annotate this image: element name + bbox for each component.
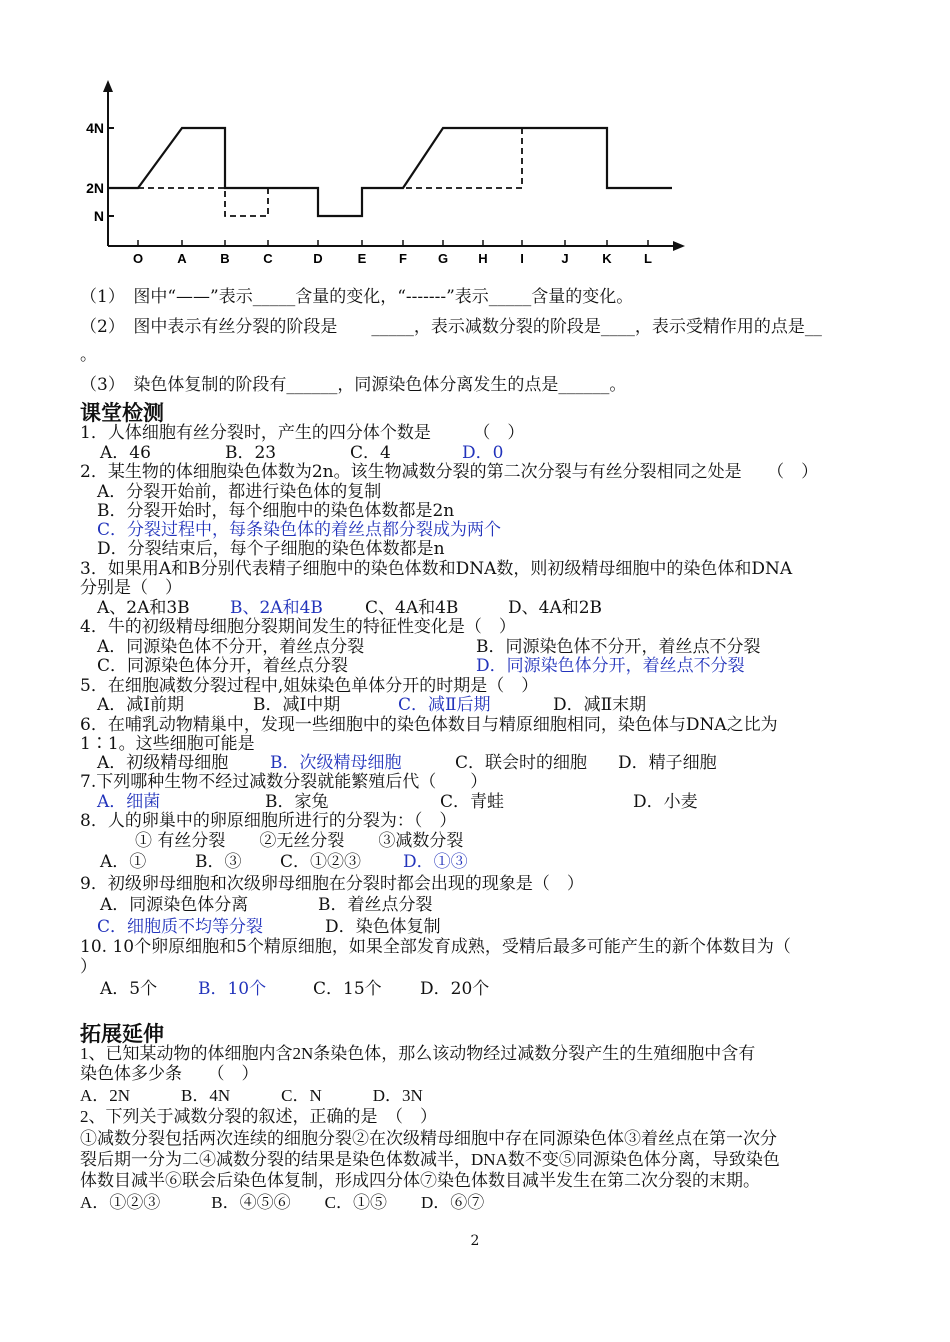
question-1: （1） 图中“——”表示_____含量的变化，“-------”表示_____含量的变化。 — [80, 287, 634, 307]
section-heading-classroom-test: 课堂检测 — [80, 401, 164, 425]
option-answer: A．细菌 — [97, 792, 161, 812]
option: C．15个 — [313, 979, 382, 999]
option: D．精子细胞 — [618, 753, 717, 773]
option-list: ① 有丝分裂 ②无丝分裂 ③减数分裂 — [135, 831, 464, 851]
ext-item-2-line1: ①减数分裂包括两次连续的细胞分裂②在次级精母细胞中存在同源染色体③着丝点在第一次分 — [80, 1129, 777, 1148]
option: D．减Ⅱ末期 — [553, 695, 647, 715]
y-tick-label: N — [93, 208, 104, 224]
option: B．③ — [195, 852, 242, 872]
y-axis-arrow — [103, 80, 113, 92]
option: C．①②③ — [280, 852, 362, 872]
option: D．染色体复制 — [325, 917, 441, 937]
item-3: 3．如果用A和B分别代表精子细胞中的染色体数和DNA数，则初级精母细胞中的染色体和DNA — [80, 559, 793, 579]
option: B．着丝点分裂 — [318, 895, 433, 915]
x-tick-label: F — [399, 251, 407, 266]
option-answer: D．①③ — [403, 852, 468, 872]
item-3-cont: 分别是（ ） — [80, 578, 182, 598]
item-7: 7.下列哪种生物不经过减数分裂就能繁殖后代（ ） — [80, 772, 488, 792]
option: A、2A和3B — [97, 598, 190, 618]
option: A．同源染色体分离 — [100, 895, 249, 915]
x-tick-label: H — [478, 251, 488, 266]
item-2: 2．某生物的体细胞染色体数为2n。该生物减数分裂的第二次分裂与有丝分裂相同之处是 （ ） — [80, 462, 819, 482]
option: B．家兔 — [265, 792, 329, 812]
x-tick-label: J — [561, 251, 569, 266]
x-tick-label: A — [177, 251, 187, 266]
ext-item-2-options: A．①②③ B．④⑤⑥ C．①⑤ D．⑥⑦ — [80, 1193, 485, 1212]
item-6: 6．在哺乳动物精巢中，发现一些细胞中的染色体数目与精原细胞相同，染色体与DNA之比为 — [80, 715, 778, 735]
option: A．减Ⅰ前期 — [97, 695, 184, 715]
option: A．① — [100, 852, 147, 872]
ext-item-2: 2、下列关于减数分裂的叙述，正确的是 （ ） — [80, 1107, 437, 1126]
graph-y-ticks — [86, 120, 114, 224]
x-tick-label: B — [220, 251, 230, 266]
question-3: （3） 染色体复制的阶段有______，同源染色体分离发生的点是______。 — [80, 375, 627, 395]
ext-item-1-cont: 染色体多少条 （ ） — [80, 1064, 259, 1083]
ext-item-1-options: A．2N B．4N C．N D．3N — [80, 1086, 423, 1105]
option-answer: B、2A和4B — [230, 598, 323, 618]
option: B．23 — [225, 443, 277, 463]
option: A．46 — [100, 443, 151, 463]
option: B．分裂开始时，每个细胞中的染色体数都是2n — [97, 501, 455, 521]
option: D．小麦 — [633, 792, 698, 812]
option-answer: C．细胞质不均等分裂 — [97, 917, 264, 937]
x-tick-label: I — [520, 251, 524, 266]
option-answer: C．分裂过程中，每条染色体的着丝点都分裂成为两个 — [97, 520, 502, 540]
question-2-tail: 。 — [80, 345, 97, 365]
page-number: 2 — [470, 1233, 480, 1249]
item-4: 4．牛的初级精母细胞分裂期间发生的特征性变化是（ ） — [80, 617, 516, 637]
ext-item-1: 1、已知某动物的体细胞内含2N条染色体，那么该动物经过减数分裂产生的生殖细胞中含有 — [80, 1044, 756, 1063]
x-tick-label: E — [357, 251, 367, 266]
item-1: 1．人体细胞有丝分裂时，产生的四分体个数是 （ ） — [80, 423, 525, 443]
option-answer: D．0 — [462, 443, 504, 463]
graph-axes — [103, 80, 685, 251]
x-tick-label: K — [602, 251, 612, 266]
x-tick-label: L — [644, 251, 652, 266]
option: A．分裂开始前，都进行染色体的复制 — [97, 482, 382, 502]
section-heading-extension: 拓展延伸 — [80, 1022, 164, 1046]
ext-item-2-line2: 裂后期一分为二④减数分裂的结果是染色体数减半，DNA数不变⑤同源染色体分离，导致染色 — [80, 1150, 780, 1169]
option: A．5个 — [100, 979, 158, 999]
option: C．4 — [350, 443, 391, 463]
option-answer: D．同源染色体分开，着丝点不分裂 — [476, 656, 745, 676]
item-6-cont: 1∶1。这些细胞可能是 — [80, 734, 255, 754]
series-solid-line — [108, 128, 672, 216]
option: C．同源染色体分开，着丝点分裂 — [97, 656, 349, 676]
x-tick-label: G — [437, 251, 449, 266]
option-answer: B．10个 — [198, 979, 267, 999]
item-5: 5．在细胞减数分裂过程中,姐妹染色单体分开的时期是（ ） — [80, 676, 539, 696]
option: C、4A和4B — [365, 598, 459, 618]
series-dashed-line — [108, 128, 672, 216]
option: A．初级精母细胞 — [97, 753, 229, 773]
question-2: （2） 图中表示有丝分裂的阶段是 _____，表示减数分裂的阶段是____，表示受精作用的点是__ — [80, 317, 822, 337]
option: B．减Ⅰ中期 — [253, 695, 341, 715]
graph-x-ticks — [133, 240, 652, 266]
ext-item-2-line3: 体数目减半⑥联会后染色体复制，形成四分体⑦染色体数目减半发生在第二次分裂的末期。 — [80, 1171, 760, 1190]
item-8: 8．人的卵巢中的卵原细胞所进行的分裂为：（ ） — [80, 811, 457, 831]
option-answer: B．次级精母细胞 — [270, 753, 402, 773]
option: B．同源染色体不分开，着丝点不分裂 — [476, 637, 761, 657]
x-tick-label: C — [263, 251, 273, 266]
y-tick-label: 4N — [86, 120, 104, 136]
x-tick-label: O — [132, 251, 144, 266]
item-10: 10. 10个卵原细胞和5个精原细胞，如果全部发育成熟，受精后最多可能产生的新个体数目为（ — [80, 937, 791, 957]
option: C．青蛙 — [440, 792, 505, 812]
option: D．分裂结束后，每个子细胞的染色体数都是n — [97, 539, 445, 559]
chromosome-dna-graph — [70, 78, 690, 268]
option-answer: C．减Ⅱ后期 — [398, 695, 491, 715]
x-axis-arrow — [673, 241, 685, 251]
option: A．同源染色体不分开，着丝点分裂 — [97, 637, 365, 657]
option: C．联会时的细胞 — [455, 753, 588, 773]
option: D．20个 — [420, 979, 490, 999]
item-10-cont: ） — [80, 957, 97, 977]
option: D、4A和2B — [508, 598, 603, 618]
x-tick-label: D — [313, 251, 323, 266]
item-9: 9．初级卵母细胞和次级卵母细胞在分裂时都会出现的现象是（ ） — [80, 874, 584, 894]
y-tick-label: 2N — [86, 180, 104, 196]
